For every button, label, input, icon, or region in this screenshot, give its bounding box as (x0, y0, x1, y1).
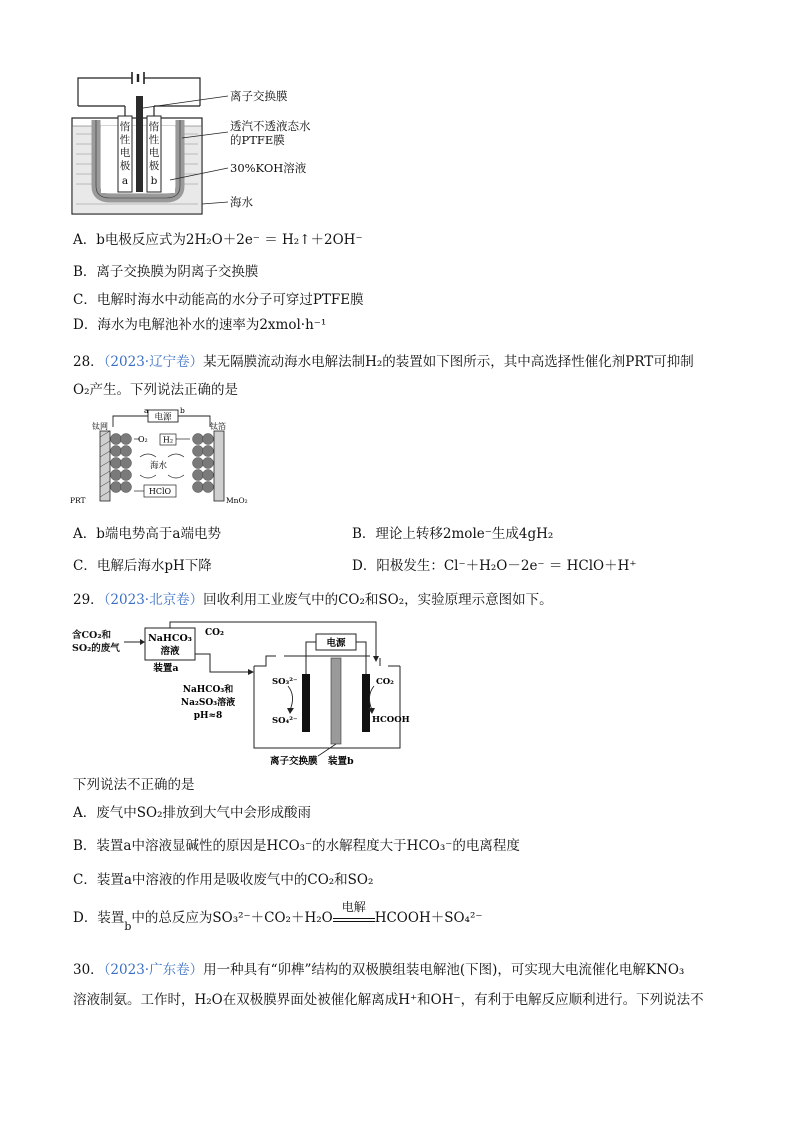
label-o2: O₂ (138, 435, 148, 444)
electrode-a-char: a (121, 175, 129, 187)
label-so3: SO₃²⁻ (272, 677, 298, 687)
q28-option-c: C．电解后海水pH下降 (73, 558, 212, 574)
figure-electrolysis-cell-ptfe (70, 68, 370, 220)
q29-stem-text: 回收利用工业废气中的CO₂和SO₂，实验原理示意图如下。 (203, 592, 553, 608)
q30-stem-line2: 溶液制氨。工作时，H₂O在双极膜界面处被催化解离成H⁺和OH⁻，有利于电解反应顺利进行。下列说法不 (73, 992, 704, 1008)
label-ptfe-line2: 的PTFE膜 (230, 133, 285, 147)
electrode-b-char: 电 (148, 147, 160, 159)
label-seawater: 海水 (150, 461, 168, 471)
device-b-label: 装置b (328, 756, 354, 767)
power-label: 电源 (154, 412, 172, 423)
q29-d-prefix: D．装置 (73, 910, 125, 926)
q28-number: 28． (73, 354, 104, 370)
label-ion-exchange-membrane: 离子交换膜 (230, 89, 288, 103)
q29-d-post: HCOOH＋SO₄²⁻ (374, 910, 483, 926)
electrode-a-char: 电 (119, 147, 131, 159)
q29-stem (73, 590, 553, 610)
box-a-line2: 溶液 (160, 646, 180, 657)
electrode-a-char: 惰 (119, 121, 131, 133)
device-a-label: 装置a (153, 663, 179, 674)
q29-option-d (73, 900, 483, 933)
label-koh: 30%KOH溶液 (230, 161, 307, 175)
label-membrane: 离子交换膜 (270, 756, 318, 767)
electrode-b-char: 惰 (148, 121, 160, 133)
label-mno2: MnO₂ (226, 496, 248, 505)
q28-option-d: D．阳极发生：Cl⁻＋H₂O－2e⁻ ＝ HClO＋H⁺ (352, 558, 637, 574)
q27-option-c: C．电解时海水中动能高的水分子可穿过PTFE膜 (73, 292, 364, 308)
electrode-a-char: 性 (119, 134, 131, 146)
q28-option-a: A．b端电势高于a端电势 (73, 526, 221, 542)
q28-stem: 某无隔膜流动海水电解法制H₂的装置如下图所示，其中高选择性催化剂PRT可抑制 (203, 354, 694, 370)
figure-seawater-electrolysis (70, 405, 250, 505)
label-seawater: 海水 (230, 195, 253, 209)
power-label: 电源 (326, 638, 346, 649)
q29-option-c: C．装置a中溶液的作用是吸收废气中的CO₂和SO₂ (73, 872, 374, 888)
q27-option-d: D．海水为电解池补水的速率为2xmol·h⁻¹ (73, 317, 327, 333)
label-ti-mesh: 钛网 (92, 422, 108, 431)
q29-d-condition: 电解 (341, 900, 366, 914)
label-co2-top: CO₂ (205, 628, 224, 638)
sol-label-1: NaHCO₃和 (182, 685, 234, 695)
label-so4: SO₄²⁻ (272, 716, 298, 726)
label-hclo: HClO (148, 487, 172, 496)
q28-source: （2023·辽宁卷） (103, 354, 204, 370)
q28-stem-line1 (73, 352, 694, 372)
label-ptfe-line1: 透汽不透液态水 (230, 119, 311, 133)
sol-label-2: Na₂SO₃溶液 (180, 698, 236, 708)
q30-source: （2023·广东卷） (103, 962, 204, 978)
figure-co2-so2-recycling (70, 618, 410, 768)
q30-stem: 用一种具有“卯榫”结构的双极膜组装电解池(下图)，可实现大电流催化电解KNO₃ (203, 962, 685, 978)
q30-number: 30． (73, 962, 104, 978)
label-h2: H₂ (162, 435, 174, 445)
label-ti-foil: 钛箔 (210, 422, 226, 431)
q30-stem-line1 (73, 960, 684, 980)
q29-d-arrow (333, 900, 375, 922)
label-waste-gas-1: 含CO₂和 (72, 630, 111, 641)
terminal-b: b (180, 406, 185, 415)
q27-option-a: A．b电极反应式为2H₂O＋2e⁻ ＝ H₂↑＋2OH⁻ (73, 232, 363, 248)
label-prt: PRT (70, 496, 86, 505)
q29-d-b: b (124, 920, 132, 933)
electrode-a-char: 极 (119, 160, 131, 172)
q29-number: 29． (73, 592, 104, 608)
q29-d-mid: 中的总反应为SO₃²⁻＋CO₂＋H₂O (131, 910, 333, 926)
q29-option-b: B．装置a中溶液显碱性的原因是HCO₃⁻的水解程度大于HCO₃⁻的电离程度 (73, 838, 520, 854)
electrode-b-char: 极 (148, 160, 160, 172)
label-co2: CO₂ (376, 677, 394, 687)
label-hcooh: HCOOH (372, 715, 410, 725)
q28-option-b: B．理论上转移2mole⁻生成4gH₂ (352, 526, 554, 542)
q29-source: （2023·北京卷） (103, 592, 204, 608)
q28-stem-line2: O₂产生。下列说法正确的是 (73, 382, 238, 398)
q27-option-b: B．离子交换膜为阴离子交换膜 (73, 264, 259, 280)
terminal-a: a (144, 406, 149, 415)
label-waste-gas-2: SO₂的废气 (72, 643, 120, 654)
q29-prompt: 下列说法不正确的是 (73, 777, 195, 793)
electrode-b-char: b (150, 175, 158, 187)
electrode-b-char: 性 (148, 134, 160, 146)
q29-option-a: A．废气中SO₂排放到大气中会形成酸雨 (73, 805, 311, 821)
sol-label-3: pH≈8 (193, 711, 223, 721)
box-a-line1: NaHCO₃ (148, 633, 192, 644)
